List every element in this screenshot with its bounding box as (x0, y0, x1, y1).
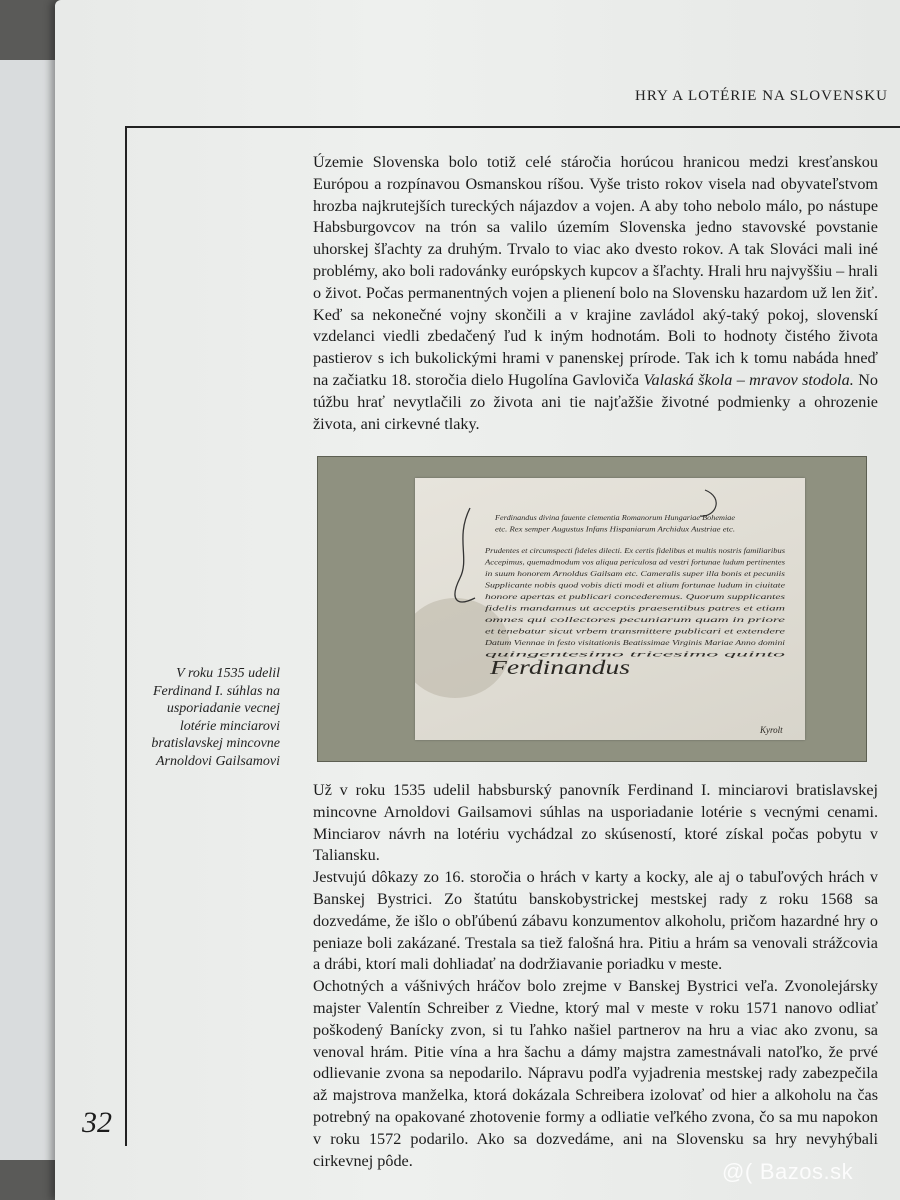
frame-left-rule (125, 126, 127, 1146)
manuscript-text (484, 514, 787, 659)
manuscript-line: quingentesimo tricesimo quinto (485, 650, 787, 659)
manuscript-line: etc. Rex semper Augustus Infans Hispaniarum Archidux Austriae etc. (495, 525, 736, 534)
paragraph-1: Územie Slovenska bolo totiž celé stáročia horúcou hranicou medzi kresťanskou Európou a rozpínavou Osmanskou ríšou. Vyše tristo rokov visela nad obyvateľstvom hrozba najkrutejších tureckých nájazdov a vojen. A aby toho nebolo málo, po nástupe Habsburgovcov na trón sa valilo územím Slovenska jedno stavovské povstanie uhorskej šľachty za druhým. Trvalo to viac ako dvesto rokov. A tak Slováci mali iné problémy, ako boli radovánky európskych kupcov a šľachty. Hrali hru najvyššiu – hrali o život. Počas permanentných vojen a plienení bolo na Slovensku hazardom už len žiť. Keď sa nekonečné vojny skončili a v krajine zavládol aký-taký pokoj, slovenskí vzdelanci viedli zbedačený ľud k iným hodnotám. Boli to hodnoty čistého života pastierov s ich bukolickými hrami v panenskej prírode. Tak ich k tomu nabáda hneď na začiatku 18. storočia dielo Hugolína Gavloviča Valaská škola – mravov stodola. No túžbu hrať nevytlačili zo života ani tie najťažšie životné podmienky a ohrozenie života, ani cirkevné tlaky. (313, 153, 878, 433)
running-title: HRY A LOTÉRIE NA SLOVENSKU (635, 88, 888, 104)
paragraph-4: Ochotných a vášnivých hráčov bolo zrejme v Banskej Bystrici veľa. Zvonolejársky majster Valentín Schreiber z Viedne, ktorý mal v meste v roku 1571 nanovo odliať poškodený Banícky zvon, si tu ľahko našiel partnerov na hru a viac ako zvonu, sa venoval hrám. Pitie vína a hra šachu a dámy majstra zamestnávali natoľko, že prvé odlievanie zvona sa nepodarilo. Nápravu podľa vyjadrenia mestskej rady zabezpečila až majstrova manželka, ktorá dokázala Schreibera izolovať od hier a alkoholu na čas potrebný na opakované zhotovenie formy a odliatie veľkého zvona, čo sa mu napokon v roku 1572 podarilo. Ako sa dozvedáme, ani na Slovensku sa hry nevyhýbali cirkevnej pôde. (313, 977, 878, 1170)
watermark-logo-icon: @( (722, 1159, 753, 1184)
manuscript-line: Ferdinandus divina fauente clementia Romanorum Hungariae Bohemiae (493, 514, 736, 522)
countersignature: Kyrolt (760, 725, 783, 735)
text-block-bottom (313, 780, 878, 1192)
manuscript-svg (415, 478, 805, 740)
manuscript-line: fidelis mandamus ut acceptis praesentibus patres et etiam (485, 604, 785, 613)
manuscript-line: et tenebatur sicut vrbem transmittere publicari et extendere (485, 627, 787, 636)
paragraph-2: Už v roku 1535 udelil habsburský panovník Ferdinand I. minciarovi bratislavskej mincovne Arnoldovi Gailsamovi súhlas na usporiadanie lotérie s vecnými cenami. Minciarov návrh na lotériu vychádzal zo skúseností, ktoré získal počas pobytu v Taliansku. (313, 781, 878, 865)
watermark: @( Bazos.sk (722, 1159, 854, 1184)
flourish-left (455, 508, 475, 602)
book-title-italic: Valaská škola – mravov stodola. (643, 370, 854, 389)
manuscript-line: Prudentes et circumspecti fideles dilecti. Ex certis fidelibus et multis nostris familiaribus (483, 547, 786, 555)
manuscript-line: omnes qui collectores pecuniarum quam in priore (485, 616, 787, 624)
manuscript-line: honore apertas et publicari concederemus. Quorum supplicantes (485, 593, 786, 601)
paragraph-3: Jestvujú dôkazy zo 16. storočia o hrách v karty a kocky, ale aj o tabuľových hrách v Banskej Bystrici. Zo štatútu banskobystrickej mestskej rady z roku 1568 sa dozvedáme, že išlo o obľúbenú zábavu konzumentov alkoholu, pričom hazardné hry o peniaze boli zakázané. Trestala sa tiež falošná hra. Pitiu a hrám sa venovali strážcovia a drábi, ktorí mali dohliadať na dodržiavanie poriadku v meste. (313, 868, 878, 974)
seal-stain (415, 598, 510, 698)
manuscript-image (415, 478, 805, 740)
manuscript-line: Accepimus, quemadmodum vos aliqua periculosa ad vestri fortunae ludum pertinentes (483, 558, 786, 567)
page-number: 32 (82, 1106, 112, 1139)
manuscript-line: in suum honorem Arnoldus Gailsam etc. Cameralis super illa bonis et pecuniis (485, 570, 786, 578)
manuscript-line: Datum Viennae in festo visitationis Beatissimae Virginis Mariae Anno domini (483, 639, 785, 647)
figure-caption: V roku 1535 udelil Ferdinand I. súhlas na usporiadanie vecnej lotérie minciarovi bratislavskej mincovne Arnoldovi Gailsamovi (151, 666, 280, 769)
ferdinand-signature: Ferdinandus (488, 657, 631, 679)
manuscript-line: Supplicante nobis quod vobis dicti modi et alium fortunae ludum in ciuitate (485, 581, 787, 590)
frame-top-rule (125, 126, 900, 128)
flourish-top (700, 490, 716, 516)
text-block-top (313, 152, 878, 442)
